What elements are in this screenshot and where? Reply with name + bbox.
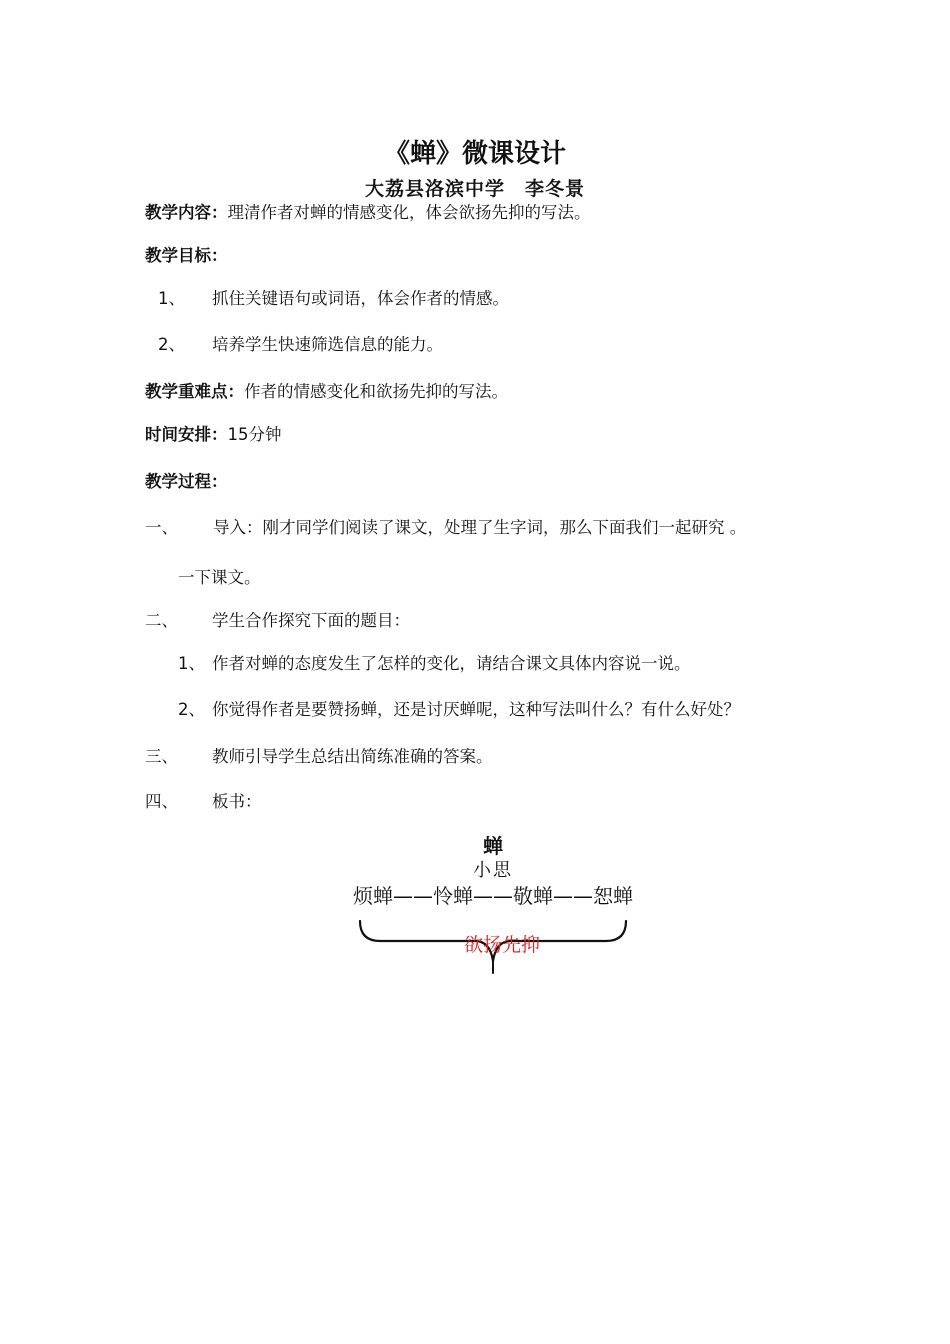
goal-text: 抓住关键语句或词语，体会作者的情感。 <box>212 289 509 308</box>
board-technique: 欲扬先抑 <box>463 934 540 956</box>
goals-label: 教学目标： <box>145 246 228 265</box>
process-step <box>145 790 262 814</box>
sub-question-text: 你觉得作者是要赞扬蝉，还是讨厌蝉呢，这种写法叫什么？有什么好处？ <box>212 700 740 719</box>
step-continuation: 一下课文。 <box>178 568 261 587</box>
document-author-line: 大荔县洛滨中学 李冬景 <box>364 178 585 200</box>
step-number: 四、 <box>145 792 178 811</box>
process-step <box>145 516 746 540</box>
key-points-line <box>145 380 508 404</box>
time-line <box>145 423 282 447</box>
sub-question <box>178 698 740 722</box>
step-number: 一、 <box>145 518 178 537</box>
key-points-label: 教学重难点： <box>145 382 244 401</box>
step-text: 板书： <box>212 792 262 811</box>
step-text: 导入：刚才同学们阅读了课文，处理了生字词，那么下面我们一起研究 。 <box>213 518 747 537</box>
content-label: 教学内容： <box>145 203 228 222</box>
step-number: 二、 <box>145 611 178 630</box>
document-title: 《蝉》微课设计 <box>383 139 566 169</box>
time-text: 15分钟 <box>227 425 282 444</box>
step-number: 三、 <box>145 747 178 766</box>
content-text: 理清作者对蝉的情感变化，体会欲扬先抑的写法。 <box>227 203 591 222</box>
sub-question-number: 1、 <box>178 654 205 673</box>
time-label: 时间安排： <box>145 425 228 444</box>
board-author: 小思 <box>473 860 513 881</box>
key-points-text: 作者的情感变化和欲扬先抑的写法。 <box>244 382 508 401</box>
board-title: 蝉 <box>483 834 503 858</box>
step-text: 教师引导学生总结出简练准确的答案。 <box>212 747 493 766</box>
process-step <box>145 745 493 769</box>
goal-item <box>158 333 443 357</box>
board-emotion-chain: 烦蝉——怜蝉——敬蝉——恕蝉 <box>353 884 633 908</box>
sub-question-text: 作者对蝉的态度发生了怎样的变化，请结合课文具体内容说一说。 <box>212 654 691 673</box>
sub-question-number: 2、 <box>178 700 205 719</box>
process-step <box>145 609 410 633</box>
step-text: 学生合作探究下面的题目： <box>212 611 410 630</box>
goal-number: 1、 <box>158 289 185 308</box>
goal-item <box>158 287 509 311</box>
goal-number: 2、 <box>158 335 185 354</box>
content-line <box>145 201 591 225</box>
sub-question <box>178 652 691 676</box>
goal-text: 培养学生快速筛选信息的能力。 <box>212 335 443 354</box>
process-label: 教学过程： <box>145 472 228 491</box>
